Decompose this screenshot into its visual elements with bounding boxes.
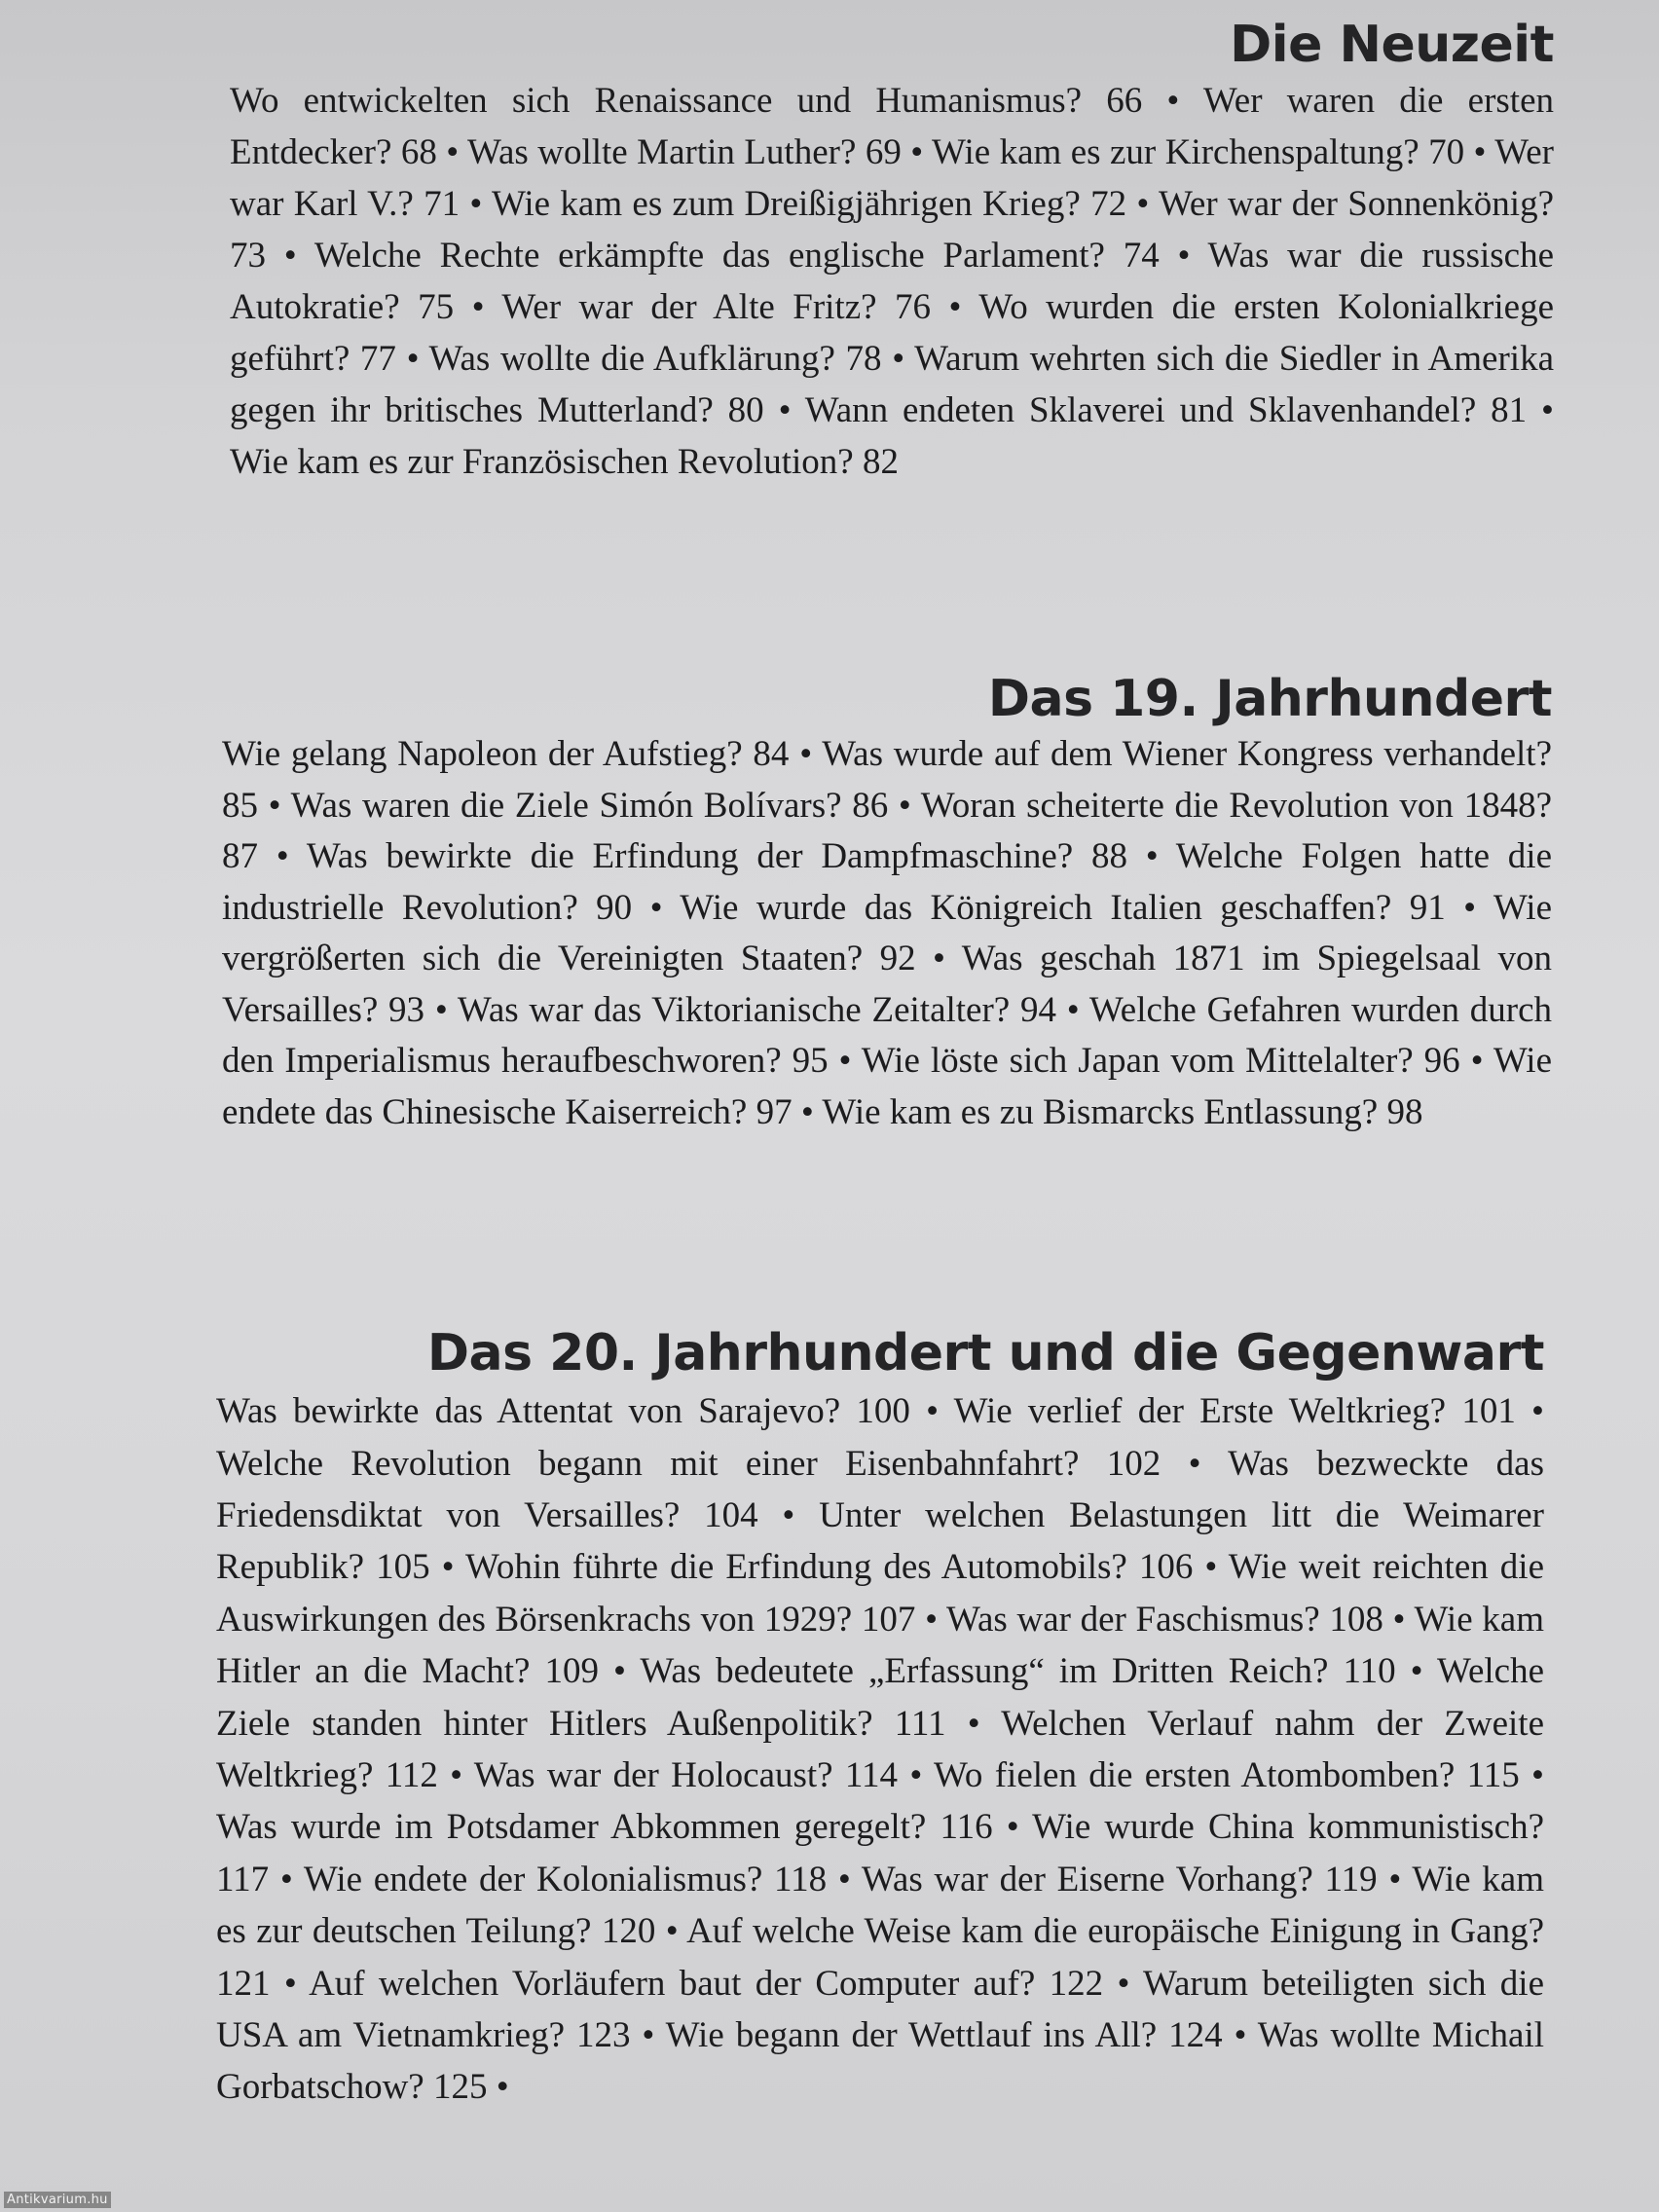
- section-title: Das 20. Jahrhundert und die Gegenwart: [426, 1324, 1544, 1382]
- section-19-jahrhundert: [222, 672, 1552, 1138]
- section-20-jahrhundert: [216, 1326, 1544, 2114]
- section-title: Das 19. Jahrhundert: [987, 670, 1552, 728]
- watermark: Antikvarium.hu: [4, 2192, 111, 2208]
- section-die-neuzeit: [230, 18, 1554, 488]
- section-body: Wo entwickelten sich Renaissance und Humanismus? 66 • Wer waren die ersten Entdecker? 68 • Was wollte Martin Luther? 69 • Wie kam es zur Kirchenspaltung? 70 • Wer war Karl V.? 71 • Wie kam es zum Dreißigjährigen Krieg? 72 • Wer war der Sonnenkönig? 73 • Welche Rechte erkämpfte das englische Parlament? 74 • Was war die russische Autokratie? 75 • Wer war der Alte Fritz? 76 • Wo wurden die ersten Kolonialkriege geführt? 77 • Was wollte die Aufklärung? 78 • Warum wehrten sich die Siedler in Amerika gegen ihr britisches Mutterland? 80 • Wann endeten Sklaverei und Sklavenhandel? 81 • Wie kam es zur Französischen Revolution? 82: [230, 81, 1554, 483]
- section-body: Wie gelang Napoleon der Aufstieg? 84 • Was wurde auf dem Wiener Kongress verhandelt? 85 • Was waren die Ziele Simón Bolívars? 86 • Woran scheiterte die Revolution von 1848? 87 • Was bewirkte die Erfindung der Dampfmaschine? 88 • Welche Folgen hatte die industrielle Revolution? 90 • Wie wurde das Königreich Italien geschaffen? 91 • Wie vergrößerten sich die Vereinigten Staaten? 92 • Was geschah 1871 im Spiegelsaal von Versailles? 93 • Was war das Viktorianische Zeitalter? 94 • Welche Gefahren wurden durch den Imperialismus heraufbeschworen? 95 • Wie löste sich Japan vom Mittelalter? 96 • Wie endete das Chinesische Kaiserreich? 97 • Wie kam es zu Bismarcks Entlassung? 98: [222, 734, 1552, 1132]
- section-title: Die Neuzeit: [1230, 16, 1554, 74]
- section-body: Was bewirkte das Attentat von Sarajevo? 100 • Wie verlief der Erste Weltkrieg? 101 • Welche Revolution begann mit einer Eisenbahnfahrt? 102 • Was bezweckte das Friedensdiktat von Versailles? 104 • Unter welchen Belastungen litt die Weimarer Republik? 105 • Wohin führte die Erfindung des Automobils? 106 • Wie weit reichten die Auswirkungen des Börsenkrachs von 1929? 107 • Was war der Faschismus? 108 • Wie kam Hitler an die Macht? 109 • Was bedeutete „Erfassung“ im Dritten Reich? 110 • Welche Ziele standen hinter Hitlers Außenpolitik? 111 • Welchen Verlauf nahm der Zweite Weltkrieg? 112 • Was war der Holocaust? 114 • Wo fielen die ersten Atombomben? 115 • Was wurde im Potsdamer Abkommen geregelt? 116 • Wie wurde China kommunistisch? 117 • Wie endete der Kolonialismus? 118 • Was war der Eiserne Vorhang? 119 • Wie kam es zur deutschen Teilung? 120 • Auf welche Weise kam die europäische Einigung in Gang? 121 • Auf welchen Vorläufern baut der Computer auf? 122 • Warum beteiligten sich die USA am Vietnamkrieg? 123 • Wie begann der Wettlauf ins All? 124 • Was wollte Michail Gorbatschow? 125 •: [216, 1391, 1544, 2108]
